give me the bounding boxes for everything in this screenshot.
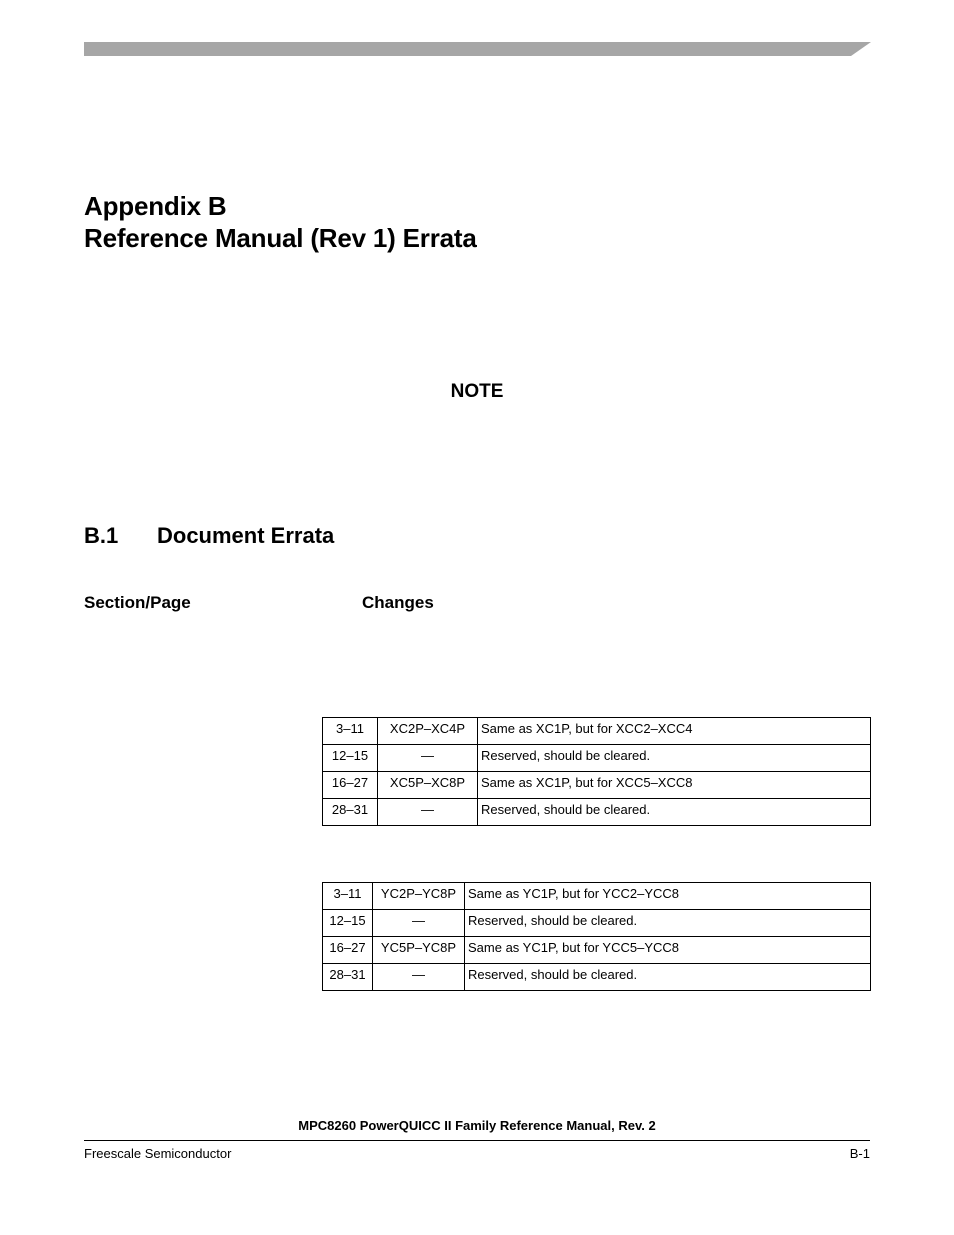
page-title	[84, 190, 477, 254]
footer-divider	[84, 1140, 870, 1141]
title-line-2: Reference Manual (Rev 1) Errata	[84, 223, 477, 253]
table-row	[323, 772, 871, 799]
bits-cell: 12–15	[323, 910, 373, 937]
table-row	[323, 745, 871, 772]
bits-cell: 12–15	[323, 745, 378, 772]
bits-cell: 3–11	[323, 883, 373, 910]
section-number: B.1	[84, 523, 119, 548]
name-cell: —	[378, 799, 478, 826]
footer-page-number: B-1	[849, 1146, 870, 1161]
name-cell: XC5P–XC8P	[378, 772, 478, 799]
description-cell: Reserved, should be cleared.	[465, 964, 871, 991]
header-bar	[84, 42, 871, 56]
table-row	[323, 799, 871, 826]
name-cell: XC2P–XC4P	[378, 718, 478, 745]
section-title: Document Errata	[157, 523, 335, 548]
note-heading: NOTE	[450, 381, 504, 402]
description-cell: Same as XC1P, but for XCC5–XCC8	[478, 772, 871, 799]
bits-cell: 28–31	[323, 964, 373, 991]
name-cell: —	[378, 745, 478, 772]
table-row	[323, 937, 871, 964]
description-cell: Same as YC1P, but for YCC5–YCC8	[465, 937, 871, 964]
section-heading	[84, 522, 334, 550]
description-cell: Reserved, should be cleared.	[478, 799, 871, 826]
errata-table-xc	[322, 717, 871, 826]
title-line-1: Appendix B	[84, 191, 227, 221]
errata-table-yc	[322, 882, 871, 991]
table-row	[323, 964, 871, 991]
bits-cell: 16–27	[323, 772, 378, 799]
description-cell: Same as XC1P, but for XCC2–XCC4	[478, 718, 871, 745]
table-row	[323, 883, 871, 910]
footer-manual-title: MPC8260 PowerQUICC II Family Reference Manual, Rev. 2	[298, 1118, 656, 1133]
column-heading-changes: Changes	[362, 593, 434, 612]
footer-company: Freescale Semiconductor	[84, 1146, 232, 1161]
bits-cell: 28–31	[323, 799, 378, 826]
table-row	[323, 718, 871, 745]
name-cell: —	[373, 910, 465, 937]
description-cell: Same as YC1P, but for YCC2–YCC8	[465, 883, 871, 910]
table-row	[323, 910, 871, 937]
description-cell: Reserved, should be cleared.	[465, 910, 871, 937]
column-heading-section-page: Section/Page	[84, 593, 191, 612]
bits-cell: 16–27	[323, 937, 373, 964]
name-cell: YC2P–YC8P	[373, 883, 465, 910]
description-cell: Reserved, should be cleared.	[478, 745, 871, 772]
bits-cell: 3–11	[323, 718, 378, 745]
name-cell: YC5P–YC8P	[373, 937, 465, 964]
name-cell: —	[373, 964, 465, 991]
